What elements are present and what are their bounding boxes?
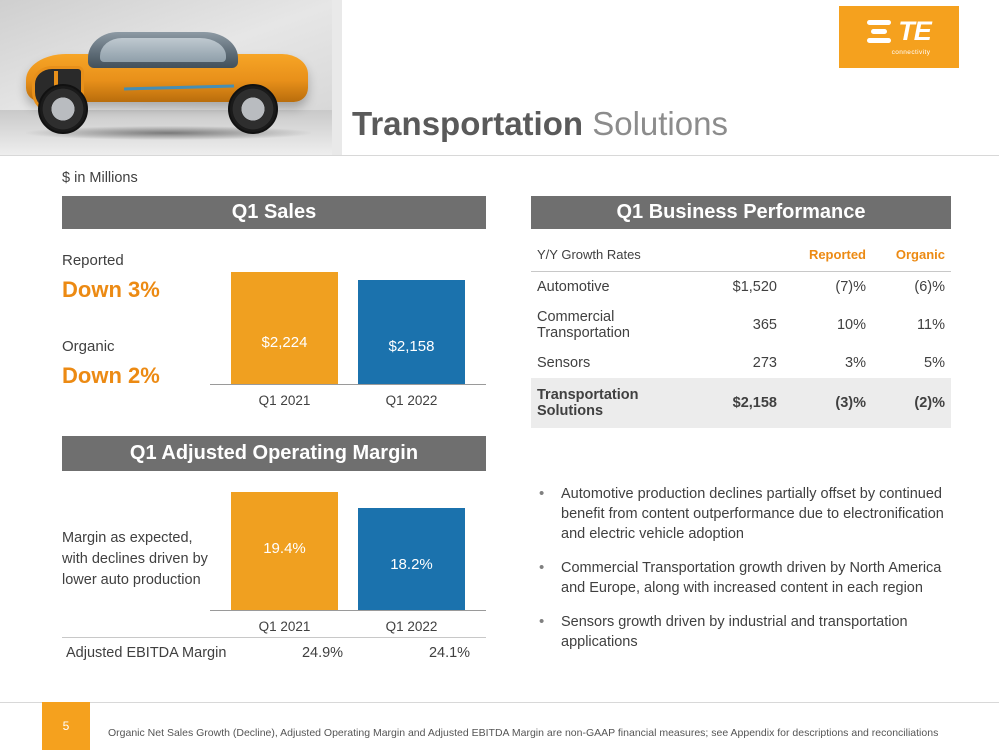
kpi-organic-label: Organic xyxy=(62,338,115,355)
row-sensors-organic: 5% xyxy=(924,355,945,371)
header-divider xyxy=(332,0,342,156)
q1-sales-tick-2021: Q1 2021 xyxy=(258,393,311,408)
q1-margin-bar-2022 xyxy=(358,508,465,610)
te-logo-word: TE xyxy=(898,15,931,46)
q1-sales-bar-chart xyxy=(210,262,486,417)
q1-adjusted-operating-margin-band: Q1 Adjusted Operating Margin xyxy=(62,436,486,471)
row-commercial-transportation-reported: 10% xyxy=(836,317,866,333)
bullet-text-automotive: Automotive production declines partially offset by continued benefit from content outperformance due to electronification and electric vehicle adoption xyxy=(561,486,944,542)
ebitda-value-2021: 24.9% xyxy=(301,645,344,661)
bullet-item xyxy=(531,612,961,652)
row-sensors-reported: 3% xyxy=(845,355,866,371)
row-automotive-name: Automotive xyxy=(537,279,610,295)
q1-sales-bar-2022-label: $2,158 xyxy=(388,338,435,355)
units-note: $ in Millions xyxy=(62,170,138,186)
row-total-reported: (3)% xyxy=(835,395,866,411)
table-row xyxy=(531,348,951,378)
page-title-bold: Transportation xyxy=(352,105,584,142)
kpi-reported-label: Reported xyxy=(62,252,124,269)
q1-margin-bar-2022-label: 18.2% xyxy=(390,556,433,573)
ebitda-label: Adjusted EBITDA Margin xyxy=(66,645,227,661)
row-total-organic: (2)% xyxy=(914,395,945,411)
header-reported: Reported xyxy=(793,240,872,272)
table-header-row xyxy=(531,240,951,272)
row-sensors-name: Sensors xyxy=(537,355,591,371)
car-rear-wheel xyxy=(228,84,278,134)
header-growth-rates: Y/Y Growth Rates xyxy=(531,240,701,272)
ebitda-value-2022: 24.1% xyxy=(428,645,471,661)
header-rule xyxy=(0,155,999,156)
table-row xyxy=(531,272,951,303)
adjusted-ebitda-margin-row xyxy=(62,645,486,671)
row-total-name: Transportation Solutions xyxy=(537,387,639,419)
table-row xyxy=(531,302,951,348)
q1-sales-bar-2021 xyxy=(231,272,338,384)
q1-sales-axis-line xyxy=(210,384,486,385)
q1-margin-bar-2021 xyxy=(231,492,338,610)
q1-business-performance-band: Q1 Business Performance xyxy=(531,196,951,229)
bullet-item xyxy=(531,558,961,598)
q1-margin-bar-2021-label: 19.4% xyxy=(263,540,306,557)
te-logo-subtitle: connectivity xyxy=(891,48,931,56)
row-automotive-reported: (7)% xyxy=(835,279,866,295)
slide-header xyxy=(0,0,999,156)
footer-rule xyxy=(0,702,999,703)
commentary-bullets xyxy=(531,484,961,666)
te-connectivity-logo xyxy=(839,6,959,68)
header-organic: Organic xyxy=(872,240,951,272)
car-window xyxy=(100,38,226,62)
header-amount xyxy=(701,240,793,272)
q1-sales-tick-2022: Q1 2022 xyxy=(385,393,438,408)
te-bars-icon xyxy=(867,20,891,43)
q1-margin-plot xyxy=(210,492,486,610)
kpi-reported-value: Down 3% xyxy=(62,277,160,302)
page-title xyxy=(352,104,728,144)
margin-note-text: Margin as expected, with declines driven by lower auto production xyxy=(62,530,208,588)
footnote-text: Organic Net Sales Growth (Decline), Adjusted Operating Margin and Adjusted EBITDA Margin are non-GAAP financial measures; see Appendix for descriptions and reconciliations xyxy=(108,727,939,739)
q1-margin-axis-line xyxy=(210,610,486,611)
page-title-light: Solutions xyxy=(583,105,728,142)
row-automotive-organic: (6)% xyxy=(914,279,945,295)
row-commercial-transportation-organic: 11% xyxy=(917,317,945,333)
row-commercial-transportation-name: Commercial Transportation xyxy=(537,309,630,341)
kpi-organic-value: Down 2% xyxy=(62,363,160,388)
bullet-dot-icon: • xyxy=(539,485,545,502)
car-illustration xyxy=(16,22,316,132)
q1-sales-plot xyxy=(210,262,486,384)
page-number-badge: 5 xyxy=(42,702,90,750)
ebitda-divider xyxy=(62,637,486,638)
row-sensors-amount: 273 xyxy=(752,355,777,371)
q1-sales-bar-2021-label: $2,224 xyxy=(261,334,308,351)
q1-margin-tick-2021: Q1 2021 xyxy=(258,619,311,634)
q1-margin-tick-2022: Q1 2022 xyxy=(385,619,438,634)
bullet-text-sensors: Sensors growth driven by industrial and transportation applications xyxy=(561,614,908,650)
row-total-amount: $2,158 xyxy=(732,395,777,411)
bullet-item xyxy=(531,484,961,544)
business-performance-table xyxy=(531,240,951,428)
hero-car-photo xyxy=(0,0,332,156)
bullet-dot-icon: • xyxy=(539,559,545,576)
bullet-dot-icon: • xyxy=(539,613,545,630)
bullet-text-commercial-transportation: Commercial Transportation growth driven by North America and Europe, along with increased content in each region xyxy=(561,560,942,596)
table-total-row xyxy=(531,378,951,428)
row-commercial-transportation-amount: 365 xyxy=(752,317,777,333)
q1-sales-bar-2022 xyxy=(358,280,465,384)
q1-sales-band: Q1 Sales xyxy=(62,196,486,229)
car-front-wheel xyxy=(38,84,88,134)
q1-margin-bar-chart xyxy=(210,492,486,642)
row-automotive-amount: $1,520 xyxy=(732,279,777,295)
